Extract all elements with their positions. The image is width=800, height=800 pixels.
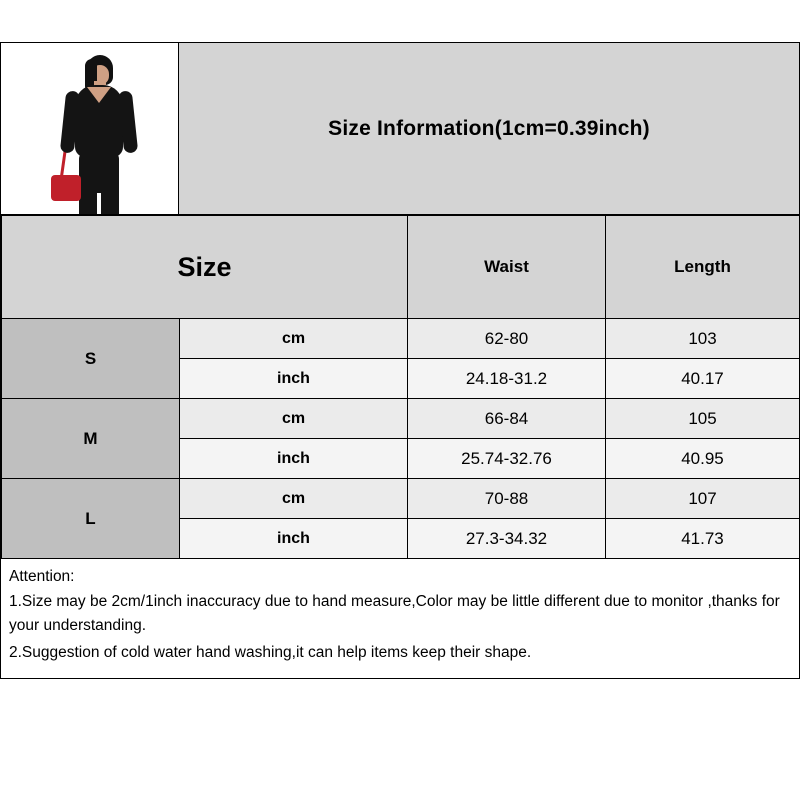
length-value: 40.95	[606, 439, 800, 479]
model-illustration-icon	[1, 43, 178, 214]
unit-label: inch	[180, 359, 408, 399]
page-title: Size Information(1cm=0.39inch)	[328, 116, 650, 140]
column-header-length: Length	[606, 216, 800, 319]
waist-value: 66-84	[408, 399, 606, 439]
unit-label: cm	[180, 479, 408, 519]
length-value: 105	[606, 399, 800, 439]
waist-value: 25.74-32.76	[408, 439, 606, 479]
size-table	[1, 215, 800, 559]
length-value: 103	[606, 319, 800, 359]
size-chart	[0, 42, 800, 679]
table-row	[2, 319, 800, 359]
table-row	[2, 479, 800, 519]
attention-line-1: 1.Size may be 2cm/1inch inaccuracy due to hand measure,Color may be little different due to monitor ,thanks for your understanding.	[9, 593, 780, 634]
length-value: 107	[606, 479, 800, 519]
table-header-row	[2, 216, 800, 319]
chart-header-row	[1, 43, 799, 215]
product-thumbnail	[1, 43, 179, 214]
column-header-waist: Waist	[408, 216, 606, 319]
length-value: 41.73	[606, 519, 800, 559]
attention-heading: Attention:	[9, 568, 75, 585]
size-label-m: M	[2, 399, 180, 479]
size-label-l: L	[2, 479, 180, 559]
chart-title-cell	[179, 43, 799, 214]
waist-value: 70-88	[408, 479, 606, 519]
table-row	[2, 399, 800, 439]
unit-label: cm	[180, 399, 408, 439]
length-value: 40.17	[606, 359, 800, 399]
leg-gap-shape	[97, 193, 101, 214]
attention-block	[1, 559, 799, 678]
waist-value: 62-80	[408, 319, 606, 359]
unit-label: cm	[180, 319, 408, 359]
unit-label: inch	[180, 519, 408, 559]
attention-line-2: 2.Suggestion of cold water hand washing,it can help items keep their shape.	[9, 643, 532, 661]
unit-label: inch	[180, 439, 408, 479]
column-header-size: Size	[2, 216, 408, 319]
waist-value: 27.3-34.32	[408, 519, 606, 559]
handbag-icon	[51, 175, 81, 201]
size-label-s: S	[2, 319, 180, 399]
waist-value: 24.18-31.2	[408, 359, 606, 399]
